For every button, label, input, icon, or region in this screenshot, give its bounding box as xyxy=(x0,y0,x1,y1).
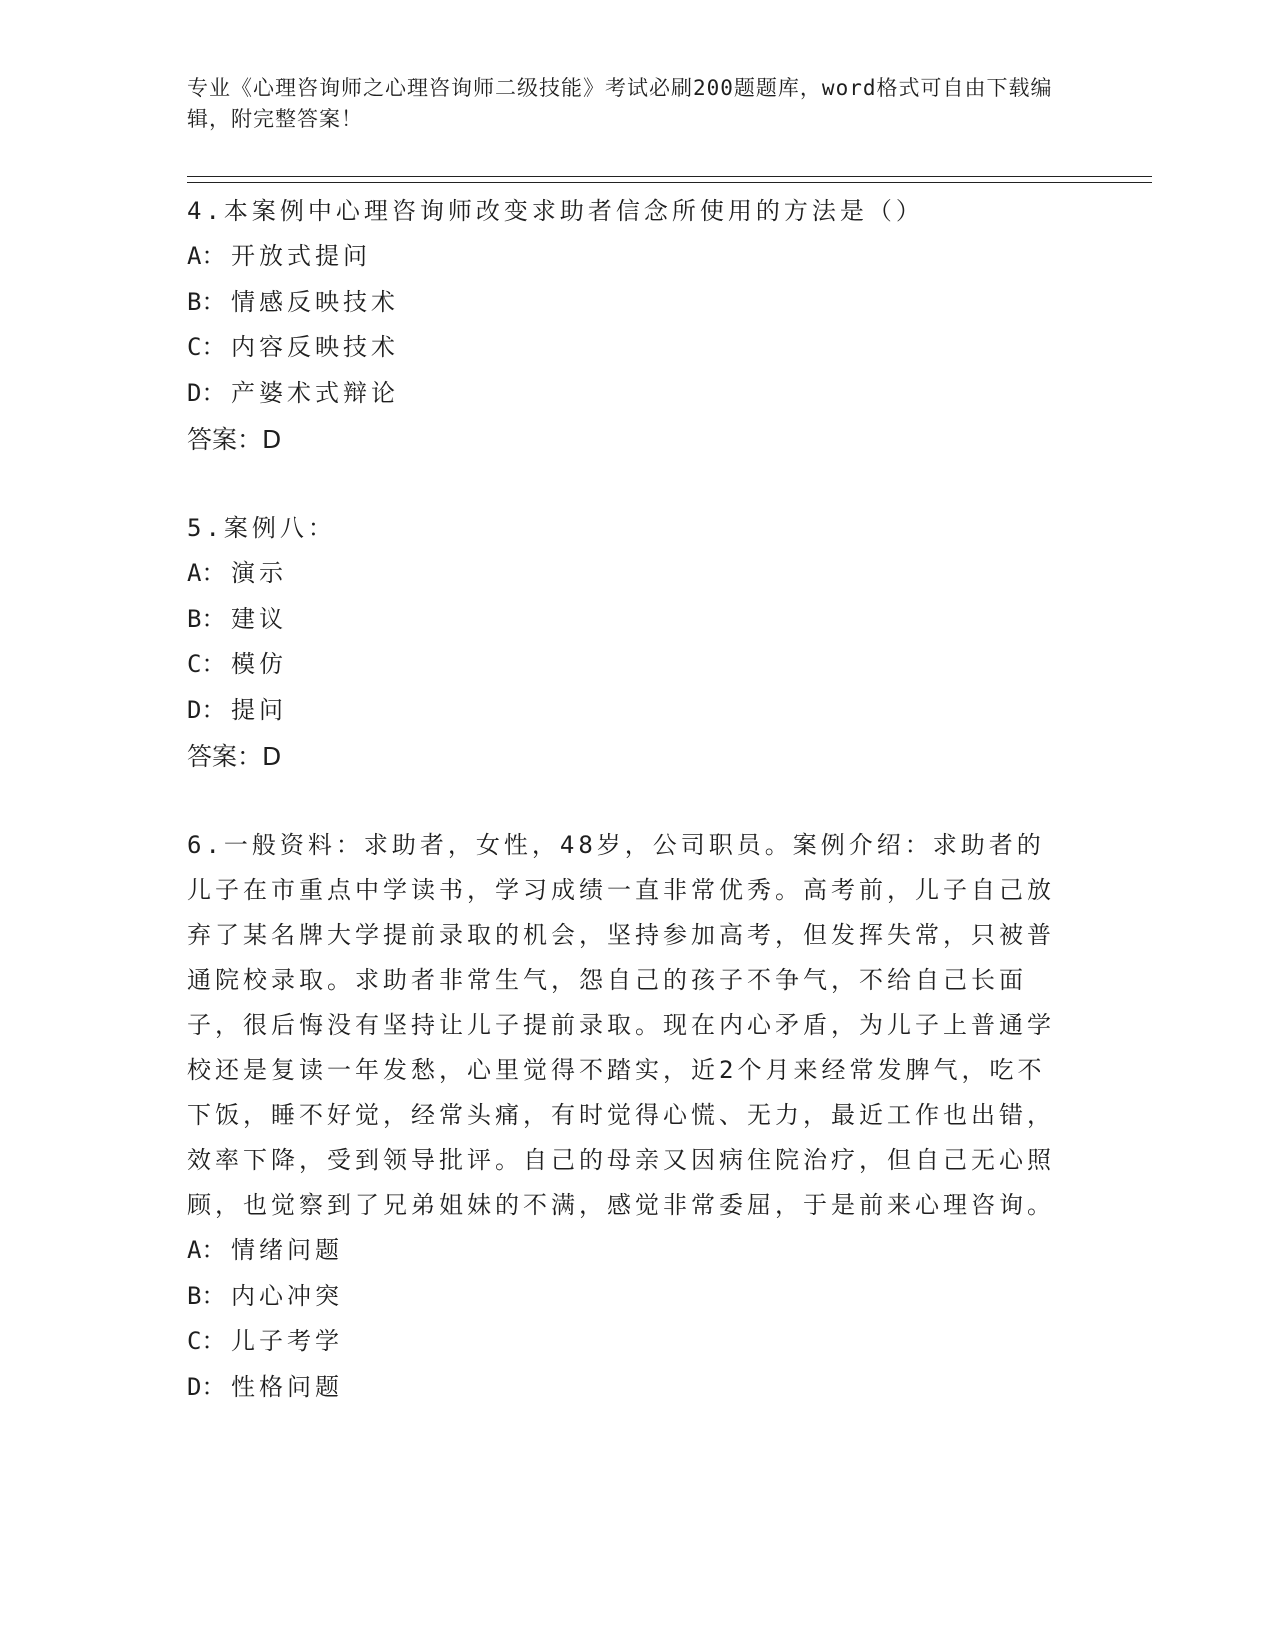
question-stem: 4.本案例中心理咨询师改变求助者信念所使用的方法是（） xyxy=(187,197,924,225)
option-text: 情感反映技术 xyxy=(231,287,399,316)
option-text: 儿子考学 xyxy=(231,1327,343,1355)
question-4 xyxy=(187,189,1067,463)
option-d xyxy=(187,371,1067,417)
header-divider-top xyxy=(187,176,1152,177)
option-text: 模仿 xyxy=(231,650,287,678)
option-key: B： xyxy=(187,604,226,633)
option-key: C： xyxy=(187,650,226,678)
option-b xyxy=(187,597,1067,643)
option-text: 性格问题 xyxy=(231,1372,343,1401)
option-key: C： xyxy=(187,333,226,361)
option-a xyxy=(187,1228,1067,1274)
option-b xyxy=(187,1274,1067,1320)
option-key: B： xyxy=(187,1281,226,1310)
question-spacer xyxy=(187,780,1067,823)
question-6 xyxy=(187,823,1067,1410)
option-key: D： xyxy=(187,378,226,407)
option-text: 内心冲突 xyxy=(231,1281,343,1310)
option-d xyxy=(187,688,1067,734)
option-key: D： xyxy=(187,1372,226,1401)
option-text: 情绪问题 xyxy=(231,1236,343,1264)
answer-line: 答案：D xyxy=(187,742,282,771)
question-stem: 6.一般资料：求助者，女性，48岁，公司职员。案例介绍：求助者的儿子在市重点中学读书，学习成绩一直非常优秀。高考前，儿子自己放弃了某名牌大学提前录取的机会，坚持参加高考，但发挥失常，只被普通院校录取。求助者非常生气，怨自己的孩子不争气，不给自己长面子，很后悔没有坚持让儿子提前录取。现在内心矛盾，为儿子上普通学校还是复读一年发愁，心里觉得不踏实，近2个月来经常发脾气，吃不下饭，睡不好觉，经常头痛，有时觉得心慌、无力，最近工作也出错，效率下降，受到领导批评。自己的母亲又因病住院治疗，但自己无心照顾，也觉察到了兄弟姐妹的不满，感觉非常委屈，于是前来心理咨询。 xyxy=(187,831,1055,1219)
question-spacer xyxy=(187,463,1067,506)
option-c xyxy=(187,325,1067,371)
option-c xyxy=(187,1319,1067,1365)
option-text: 产婆术式辩论 xyxy=(231,378,399,407)
answer-line: 答案：D xyxy=(187,425,282,454)
option-text: 内容反映技术 xyxy=(231,333,399,361)
question-5 xyxy=(187,506,1067,780)
document-header: 专业《心理咨询师之心理咨询师二级技能》考试必刷200题题库，word格式可自由下载编辑，附完整答案！ xyxy=(187,76,1053,131)
option-text: 建议 xyxy=(231,604,287,633)
option-c xyxy=(187,642,1067,688)
option-key: A： xyxy=(187,242,226,270)
option-key: B： xyxy=(187,287,226,316)
question-stem: 5.案例八： xyxy=(187,514,336,542)
option-text: 提问 xyxy=(231,695,287,724)
question-list xyxy=(187,189,1067,1410)
option-text: 开放式提问 xyxy=(231,242,371,270)
option-b xyxy=(187,280,1067,326)
option-text: 演示 xyxy=(231,559,287,587)
option-a xyxy=(187,234,1067,280)
option-key: D： xyxy=(187,695,226,724)
option-d xyxy=(187,1365,1067,1411)
header-divider-bottom xyxy=(187,182,1152,183)
option-a xyxy=(187,551,1067,597)
option-key: A： xyxy=(187,559,226,587)
option-key: A： xyxy=(187,1236,226,1264)
option-key: C： xyxy=(187,1327,226,1355)
